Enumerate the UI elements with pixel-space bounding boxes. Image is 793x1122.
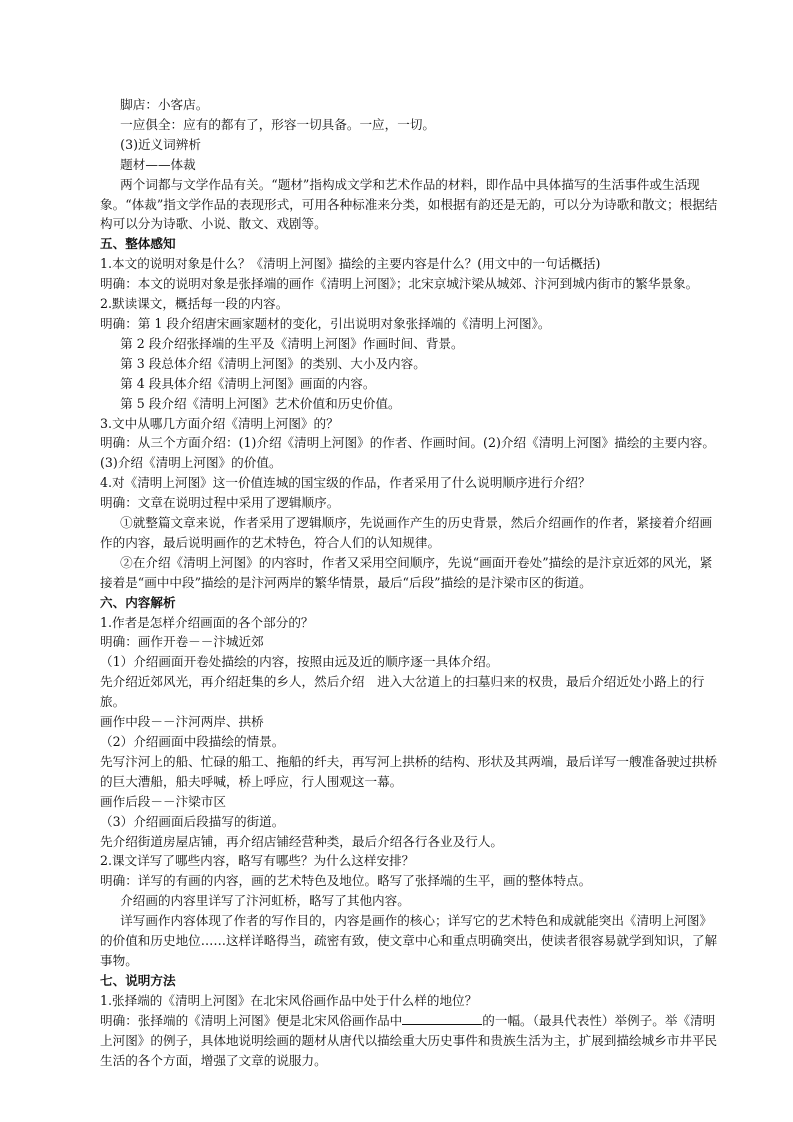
question: 4.对《清明上河图》这一价值连城的国宝级的作品，作者采用了什么说明顺序进行介绍？ bbox=[100, 475, 591, 491]
subheading: (3)近义词辨析 bbox=[120, 136, 201, 152]
question: 2.课文详写了哪些内容，略写有哪些？为什么这样安排？ bbox=[100, 853, 415, 869]
answer: 明确：第 1 段介绍唐宋画家题材的变化，引出说明对象张择端的《清明上河图》。 bbox=[100, 315, 551, 331]
answer: 明确：文章在说明过程中采用了逻辑顺序。 bbox=[100, 495, 340, 511]
section-heading: 七、说明方法 bbox=[100, 972, 176, 988]
vocab-line: 题材——体裁 bbox=[120, 156, 196, 172]
document-body bbox=[100, 95, 723, 1011]
answer: 第 5 段介绍《清明上河图》艺术价值和历史价值。 bbox=[120, 395, 401, 411]
section-heading: 五、整体感知 bbox=[100, 236, 176, 252]
paragraph: 两个词都与文学作品有关。“题材”指构成文学和艺术作品的材料，即作品中具体描写的生活事件或生活现象。“体裁”指文学作品的表现形式，可用各种标准来分类，如根据有韵还是无韵，可以分为诗歌和散文；根据结构可以分为诗歌、小说、散文、戏剧等。 bbox=[100, 176, 718, 232]
answer: （2）介绍画面中段描绘的情景。 bbox=[100, 734, 285, 749]
question: 2.默读课文，概括每一段的内容。 bbox=[100, 296, 289, 312]
answer-text: 的一幅。（最具代表性）举例子。举《清明上河图》的例子，具体地说明绘画的题材从唐代以描绘重大历史事件和贵族生活为主，扩展到描绘城乡市井平民生活的各个方面，增强了文章的说服力。 bbox=[100, 1012, 718, 1068]
answer: 第 3 段总体介绍《清明上河图》的类别、大小及内容。 bbox=[120, 355, 426, 371]
answer: （1）介绍画面开卷处描绘的内容，按照由远及近的顺序逐一具体介绍。 bbox=[100, 654, 499, 670]
answer: 画作中段－－汴河两岸、拱桥 bbox=[100, 714, 264, 730]
answer: 画作后段－－汴梁市区 bbox=[100, 793, 226, 809]
vocab-line: 一应俱全：应有的都有了，形容一切具备。一应，一切。 bbox=[120, 116, 435, 132]
answer-text: 明确：张择端的《清明上河图》便是北宋风俗画作品中 bbox=[100, 1012, 403, 1028]
question: 1.本文的说明对象是什么？《清明上河图》描绘的主要内容是什么？(用文中的一句话概括) bbox=[100, 256, 601, 272]
answer: 介绍画的内容里详写了汴河虹桥，略写了其他内容。 bbox=[120, 893, 410, 909]
answer: 先写汴河上的船、忙碌的船工、拖船的纤夫，再写河上拱桥的结构、形状及其两端，最后详写一艘准备驶过拱桥的巨大漕船，船夫呼喊，桥上呼应，行人围观这一幕。 bbox=[100, 753, 718, 789]
answer: 第 2 段介绍张择端的生平及《清明上河图》作画时间、背景。 bbox=[120, 335, 464, 351]
answer: 详写画作内容体现了作者的写作目的，内容是画作的核心；详写它的艺术特色和成就能突出《清明上河图》的价值和历史地位……这样详略得当，疏密有致，使文章中心和重点明确突出，使读者很容易就学到知识，了解事物。 bbox=[100, 913, 718, 968]
vocab-line: 脚店：小客店。 bbox=[120, 97, 209, 112]
answer: ②在介绍《清明上河图》的内容时，作者又采用空间顺序，先说“画面开卷处”描绘的是汴京近郊的风光，紧接着是“画中中段”描绘的是汴河两岸的繁华情景，最后“后段”描绘的是汴梁市区的街道。 bbox=[100, 554, 713, 590]
question: 1.作者是怎样介绍画面的各个部分的？ bbox=[100, 614, 314, 630]
answer: 第 4 段具体介绍《清明上河图》画面的内容。 bbox=[120, 375, 376, 391]
answer: （3）介绍画面后段描写的街道。 bbox=[100, 813, 285, 829]
answer: 先介绍近郊风光，再介绍赶集的乡人，然后介绍 进入大岔道上的扫墓归来的权贵，最后介绍近处小路上的行旅。 bbox=[100, 674, 705, 710]
answer: 明确：从三个方面介绍：(1)介绍《清明上河图》的作者、作画时间。(2)介绍《清明上河图》描绘的主要内容。(3)介绍《清明上河图》的价值。 bbox=[100, 435, 715, 471]
answer: ①就整篇文章来说，作者采用了逻辑顺序，先说画作产生的历史背景，然后介绍画作的作者，紧接着介绍画作的内容，最后说明画作的艺术特色，符合人们的认知规律。 bbox=[100, 515, 713, 550]
answer: 明确：详写的有画的内容，画的艺术特色及地位。略写了张择端的生平，画的整体特点。 bbox=[100, 873, 592, 889]
section-heading: 六、内容解析 bbox=[100, 594, 176, 610]
answer-with-blank bbox=[100, 1011, 723, 1071]
question: 1.张择端的《清明上河图》在北宋风俗画作品中处于什么样的地位？ bbox=[100, 992, 478, 1008]
fill-in-blank bbox=[402, 1012, 482, 1025]
answer: 明确：画作开卷－－汴城近郊 bbox=[100, 634, 264, 650]
answer: 明确：本文的说明对象是张择端的画作《清明上河图》；北宋京城汴梁从城郊、汴河到城内街市的繁华景象。 bbox=[100, 276, 699, 292]
question: 3.文中从哪几方面介绍《清明上河图》的？ bbox=[100, 415, 339, 431]
answer: 先介绍街道房屋店铺，再介绍店铺经营种类，最后介绍各行各业及行人。 bbox=[100, 833, 503, 849]
